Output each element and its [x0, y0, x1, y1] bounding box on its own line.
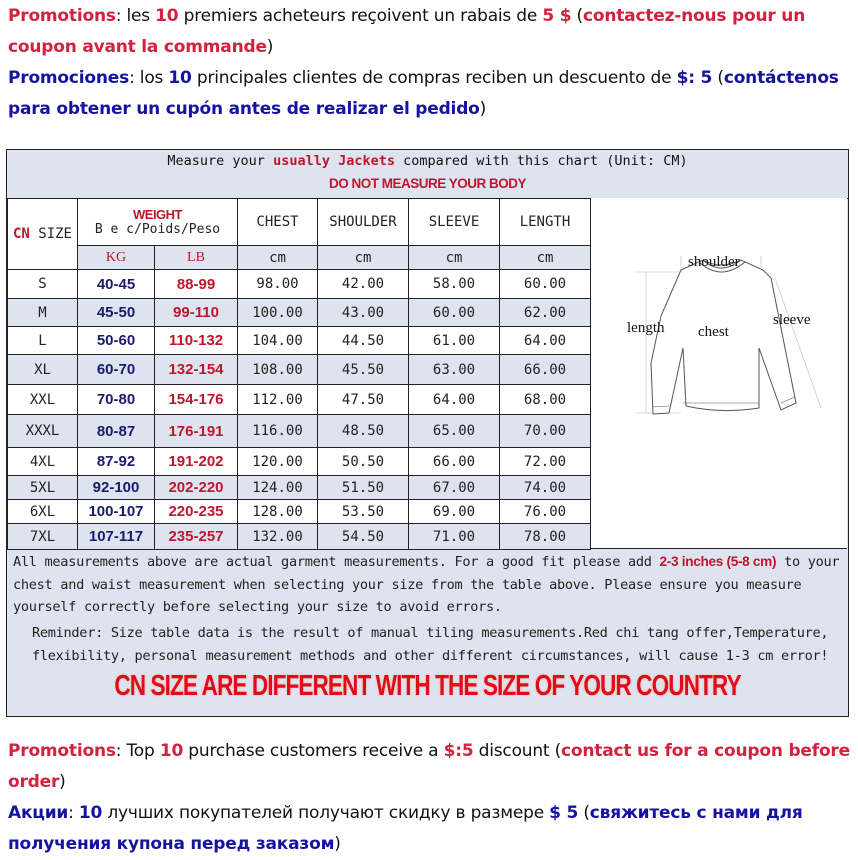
promo-russian	[8, 798, 858, 860]
lb-cell: 220-235	[155, 500, 238, 524]
shoulder-cell: 44.50	[318, 327, 409, 355]
shoulder-cell: 43.00	[318, 299, 409, 327]
note-text: All measurements above are actual garment measurements. For a good fit please add	[13, 554, 660, 570]
promo-cta: contáctenos para obtener un cupón antes de realizar el pedido	[8, 68, 839, 119]
sleeve-cell: 71.00	[409, 524, 500, 550]
note-text: to your chest and waist measurement when selecting your size from the table above. Please ensure you measure yourself correctly before selecting your size to avoid errors.	[13, 554, 840, 615]
promo-text: : les	[115, 6, 156, 26]
lb-cell: 202-220	[155, 476, 238, 500]
sleeve-cell: 69.00	[409, 500, 500, 524]
kg-cell: 50-60	[78, 327, 155, 355]
promo-cta: contact us for a coupon before order	[8, 741, 850, 792]
promo-label: Акции	[8, 803, 69, 823]
promo-text: premiers acheteurs reçoivent un rabais de	[178, 6, 543, 26]
chest-cell: 100.00	[238, 299, 318, 327]
lb-cell: 235-257	[155, 524, 238, 550]
table-row	[8, 385, 591, 415]
weight-label: WEIGHT	[133, 207, 182, 222]
shoulder-cell: 42.00	[318, 270, 409, 299]
promo-label: Promotions	[8, 6, 116, 26]
note-emphasis: 2-3 inches (5-8 cm)	[659, 554, 777, 569]
promo-amount: $: 5	[676, 68, 713, 88]
lb-cell: 132-154	[155, 355, 238, 385]
promo-amount: 5 $	[542, 6, 572, 26]
length-cell: 70.00	[500, 415, 591, 448]
lb-cell: 88-99	[155, 270, 238, 299]
unit-kg: KG	[78, 246, 155, 270]
unit-lb: LB	[155, 246, 238, 270]
promo-label: Promotions	[8, 741, 116, 761]
col-weight-header	[78, 199, 238, 246]
shoulder-cell: 45.50	[318, 355, 409, 385]
unit-chest: cm	[238, 246, 318, 270]
sleeve-cell: 66.00	[409, 448, 500, 476]
size-cell: 5XL	[8, 476, 78, 500]
label-shoulder: shoulder	[688, 254, 740, 270]
length-cell: 78.00	[500, 524, 591, 550]
sleeve-cell: 65.00	[409, 415, 500, 448]
kg-cell: 87-92	[78, 448, 155, 476]
promo-text: )	[479, 99, 487, 119]
col-sleeve-header: SLEEVE	[409, 199, 500, 246]
size-cell: L	[8, 327, 78, 355]
lb-cell: 176-191	[155, 415, 238, 448]
kg-cell: 100-107	[78, 500, 155, 524]
shoulder-cell: 47.50	[318, 385, 409, 415]
table-row	[8, 355, 591, 385]
unit-sleeve: cm	[409, 246, 500, 270]
length-cell: 62.00	[500, 299, 591, 327]
chest-cell: 124.00	[238, 476, 318, 500]
table-header-row	[8, 199, 591, 246]
table-row	[8, 415, 591, 448]
chest-cell: 98.00	[238, 270, 318, 299]
promo-text: : Top	[115, 741, 160, 761]
length-cell: 64.00	[500, 327, 591, 355]
promo-top	[8, 1, 858, 125]
kg-cell: 70-80	[78, 385, 155, 415]
lb-cell: 110-132	[155, 327, 238, 355]
kg-cell: 40-45	[78, 270, 155, 299]
promo-text: principales clientes de compras reciben un descuento de	[191, 68, 677, 88]
lb-cell: 99-110	[155, 299, 238, 327]
promo-label: Promociones	[8, 68, 130, 88]
label-length: length	[627, 320, 665, 336]
instruction-emphasis: usually Jackets	[273, 153, 395, 169]
promo-spanish	[8, 63, 858, 125]
size-cell: 6XL	[8, 500, 78, 524]
col-length-header: LENGTH	[500, 199, 591, 246]
table-row	[8, 299, 591, 327]
kg-cell: 92-100	[78, 476, 155, 500]
col-shoulder-header: SHOULDER	[318, 199, 409, 246]
promo-cta: contactez-nous pour un coupon avant la commande	[8, 6, 806, 57]
length-cell: 68.00	[500, 385, 591, 415]
kg-cell: 107-117	[78, 524, 155, 550]
length-cell: 76.00	[500, 500, 591, 524]
promo-count: 10	[159, 741, 184, 761]
chest-cell: 112.00	[238, 385, 318, 415]
size-cell: 7XL	[8, 524, 78, 550]
promo-count: 10	[155, 6, 179, 26]
promo-cta: свяжитесь с нами для получения купона перед заказом	[8, 803, 803, 854]
sleeve-cell: 64.00	[409, 385, 500, 415]
col-size-header	[8, 199, 78, 270]
promo-bottom	[8, 736, 858, 860]
promo-text: (	[578, 803, 590, 823]
unit-length: cm	[500, 246, 591, 270]
shoulder-cell: 51.50	[318, 476, 409, 500]
instruction-text: Measure your	[167, 153, 274, 169]
sleeve-cell: 67.00	[409, 476, 500, 500]
promo-text: )	[334, 834, 341, 854]
promo-amount: $ 5	[549, 803, 579, 823]
chest-cell: 116.00	[238, 415, 318, 448]
garment-diagram	[590, 198, 847, 549]
reminder-text: Reminder: Size table data is the result of manual tiling measurements.Red chi tang offer,Temperature, flexibility, personal measurement methods and other different circumstances, will cause 1-3 cm error!	[32, 625, 829, 664]
chart-instruction	[7, 153, 848, 169]
promo-text: )	[59, 772, 66, 792]
table-row	[8, 270, 591, 299]
chest-cell: 108.00	[238, 355, 318, 385]
sleeve-cell: 58.00	[409, 270, 500, 299]
table-row	[8, 448, 591, 476]
weight-sublabel: В е c/Poids/Peso	[94, 222, 221, 237]
instruction-text: compared with this chart (Unit: CM)	[394, 153, 688, 169]
size-cell: XL	[8, 355, 78, 385]
promo-count: 10	[168, 68, 192, 88]
country-size-warning: CN SIZE ARE DIFFERENT WITH THE SIZE OF YOUR COUNTRY	[114, 670, 741, 702]
size-chart	[6, 149, 849, 717]
chest-cell: 104.00	[238, 327, 318, 355]
promo-text: discount (	[473, 741, 562, 761]
sleeve-cell: 60.00	[409, 299, 500, 327]
fit-advice	[13, 551, 845, 619]
kg-cell: 60-70	[78, 355, 155, 385]
promo-text: : los	[129, 68, 169, 88]
measurement-notes	[7, 549, 848, 716]
label-sleeve: sleeve	[773, 312, 811, 328]
sleeve-cell: 61.00	[409, 327, 500, 355]
table-unit-row	[8, 246, 591, 270]
size-cell: S	[8, 270, 78, 299]
size-cell: XXXL	[8, 415, 78, 448]
size-cell: 4XL	[8, 448, 78, 476]
promo-french	[8, 1, 858, 63]
table-row	[8, 327, 591, 355]
promo-text: purchase customers receive a	[183, 741, 444, 761]
kg-cell: 45-50	[78, 299, 155, 327]
label-chest: chest	[698, 324, 729, 340]
shoulder-cell: 53.50	[318, 500, 409, 524]
chest-cell: 132.00	[238, 524, 318, 550]
size-table	[7, 198, 591, 550]
promo-text: )	[266, 37, 274, 57]
size-cell: XXL	[8, 385, 78, 415]
kg-cell: 80-87	[78, 415, 155, 448]
shoulder-cell: 50.50	[318, 448, 409, 476]
unit-shoulder: cm	[318, 246, 409, 270]
size-label: SIZE	[29, 226, 72, 242]
col-chest-header: CHEST	[238, 199, 318, 246]
promo-text: (	[571, 6, 583, 26]
promo-text: лучших покупателей получают скидку в размере	[102, 803, 550, 823]
shoulder-cell: 54.50	[318, 524, 409, 550]
table-row	[8, 476, 591, 500]
promo-count: 10	[78, 803, 103, 823]
lb-cell: 154-176	[155, 385, 238, 415]
promo-text: :	[68, 803, 79, 823]
sweater-illustration-icon	[591, 198, 847, 548]
length-cell: 60.00	[500, 270, 591, 299]
length-cell: 66.00	[500, 355, 591, 385]
lb-cell: 191-202	[155, 448, 238, 476]
table-row	[8, 500, 591, 524]
promo-text: (	[712, 68, 724, 88]
size-cell: M	[8, 299, 78, 327]
length-cell: 74.00	[500, 476, 591, 500]
chart-warning-subtitle: DO NOT MEASURE YOUR BODY	[328, 176, 527, 191]
table-row	[8, 524, 591, 550]
promo-amount: $:5	[443, 741, 474, 761]
cn-label: CN	[12, 226, 30, 242]
chest-cell: 128.00	[238, 500, 318, 524]
promo-english	[8, 736, 858, 798]
shoulder-cell: 48.50	[318, 415, 409, 448]
chart-header	[7, 150, 848, 199]
length-cell: 72.00	[500, 448, 591, 476]
chest-cell: 120.00	[238, 448, 318, 476]
sleeve-cell: 63.00	[409, 355, 500, 385]
